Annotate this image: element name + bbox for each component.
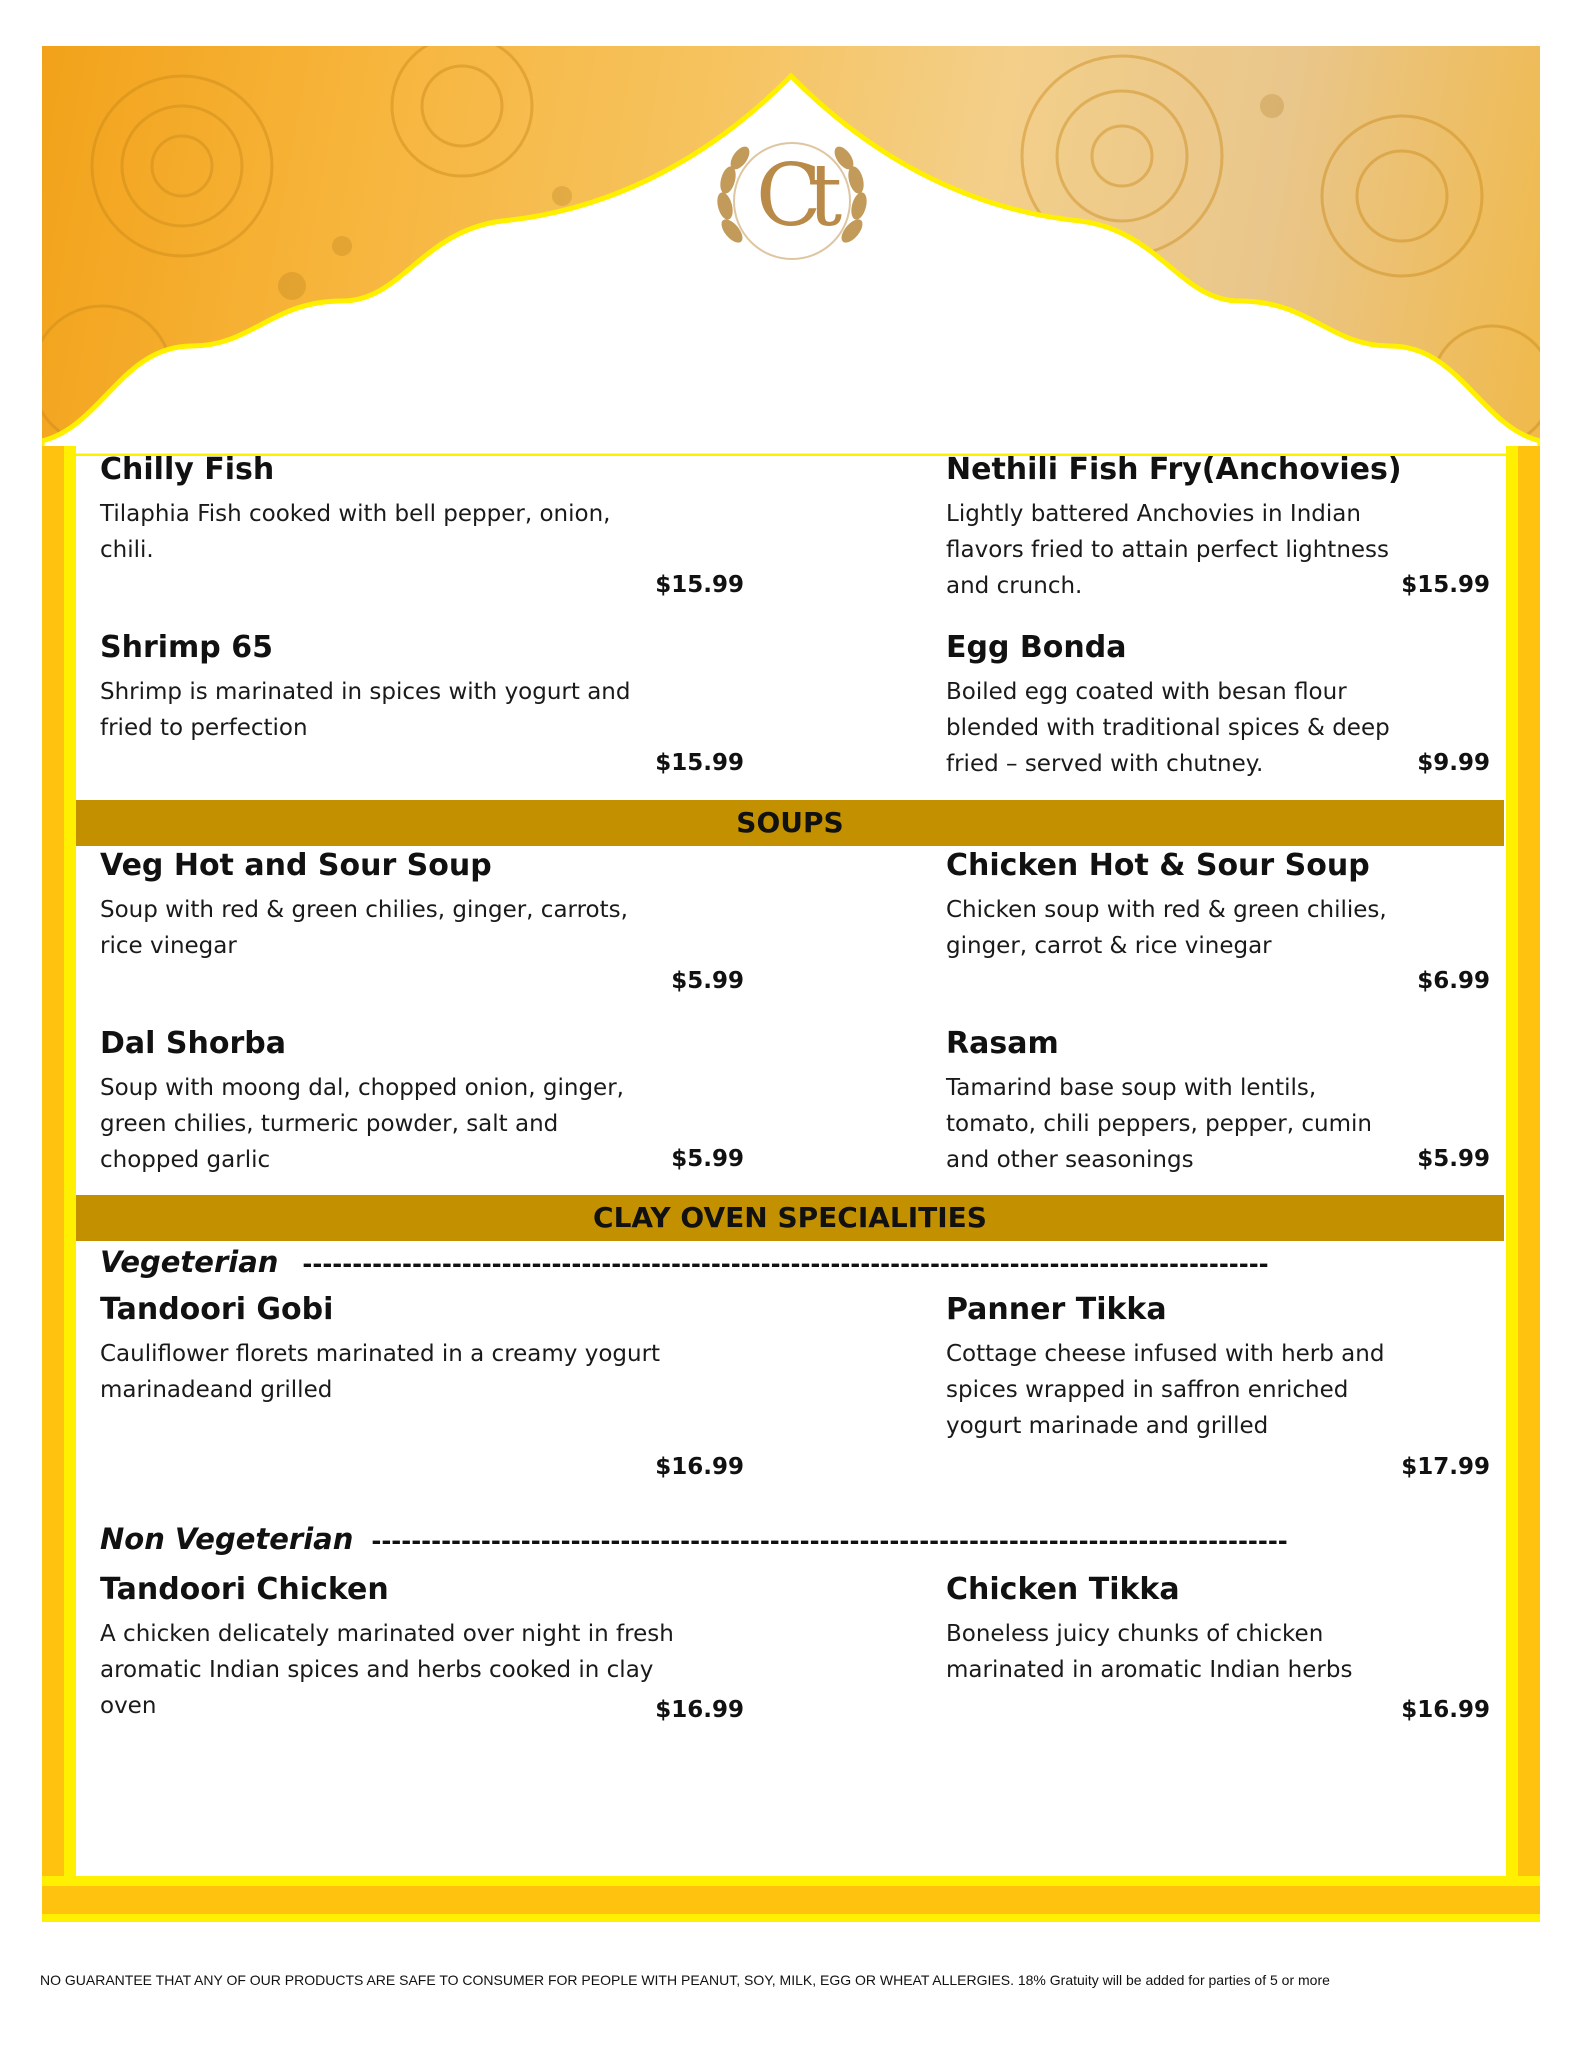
item-name: Chicken Tikka	[946, 1572, 1180, 1607]
item-description: Boiled egg coated with besan flour blended with traditional spices & deep fried – served with chutney.	[946, 679, 1390, 777]
item-description: Chicken soup with red & green chilies, ginger, carrot & rice vinegar	[946, 897, 1387, 959]
item-price: $6.99	[1417, 968, 1490, 994]
section-header-clay-oven: CLAY OVEN SPECIALITIES	[76, 1195, 1504, 1241]
item-description: Cauliflower florets marinated in a creamy yogurt marinadeand grilled	[100, 1341, 661, 1403]
left-border-inner	[64, 446, 76, 1922]
item-name: Tandoori Chicken	[100, 1572, 389, 1607]
item-price: $17.99	[1401, 1454, 1490, 1480]
item-price: $16.99	[655, 1697, 744, 1723]
item-name: Panner Tikka	[946, 1292, 1167, 1327]
item-name: Egg Bonda	[946, 630, 1127, 665]
banner-ornament	[42, 46, 1540, 456]
item-description: Tamarind base soup with lentils, tomato, chili peppers, pepper, cumin and other seasonings	[946, 1075, 1372, 1173]
allergy-disclaimer: NO GUARANTEE THAT ANY OF OUR PRODUCTS ARE SAFE TO CONSUMER FOR PEOPLE WITH PEANUT, SOY, MILK, EGG OR WHEAT ALLERGIES. 18% Gratuity will be added for parties of 5 or more	[40, 1972, 1330, 1988]
item-name: Dal Shorba	[100, 1026, 286, 1061]
subheading-vegetarian: Vegeterian -------------------------------------------------------------------------------------------------	[100, 1245, 1269, 1279]
item-description: Shrimp is marinated in spices with yogurt and fried to perfection	[100, 679, 631, 741]
item-price: $15.99	[655, 750, 744, 776]
item-name: Shrimp 65	[100, 630, 273, 665]
header-banner	[42, 46, 1540, 456]
item-price: $15.99	[1401, 572, 1490, 598]
item-name: Chicken Hot & Sour Soup	[946, 848, 1370, 883]
left-border-outer	[42, 446, 64, 1922]
item-description: Lightly battered Anchovies in Indian flavors fried to attain perfect lightness and crunch.	[946, 501, 1390, 599]
item-description: Cottage cheese infused with herb and spices wrapped in saffron enriched yogurt marinade and grilled	[946, 1341, 1385, 1439]
item-price: $5.99	[1417, 1146, 1490, 1172]
bottom-border-bottom	[42, 1914, 1540, 1922]
bottom-border-top	[42, 1876, 1540, 1886]
item-name: Nethili Fish Fry(Anchovies)	[946, 452, 1402, 487]
item-price: $16.99	[655, 1454, 744, 1480]
bottom-border-middle	[42, 1886, 1540, 1914]
item-description: Soup with red & green chilies, ginger, carrots, rice vinegar	[100, 897, 628, 959]
item-price: $15.99	[655, 572, 744, 598]
subheading-non-vegetarian: Non Vegeterian --------------------------------------------------------------------------------------------	[100, 1522, 1288, 1556]
item-name: Rasam	[946, 1026, 1059, 1061]
item-price: $9.99	[1417, 750, 1490, 776]
item-name: Tandoori Gobi	[100, 1292, 334, 1327]
right-border-outer	[1518, 446, 1540, 1922]
section-header-soups: SOUPS	[76, 800, 1504, 846]
item-description: Soup with moong dal, chopped onion, ginger, green chilies, turmeric powder, salt and chopped garlic	[100, 1075, 624, 1173]
logo-monogram: Ct	[755, 146, 829, 246]
item-name: Chilly Fish	[100, 452, 275, 487]
item-price: $16.99	[1401, 1697, 1490, 1723]
item-description: Tilaphia Fish cooked with bell pepper, onion, chili.	[100, 501, 611, 563]
item-description: Boneless juicy chunks of chicken marinated in aromatic Indian herbs	[946, 1621, 1353, 1683]
item-description: A chicken delicately marinated over night in fresh aromatic Indian spices and herbs cooked in clay oven	[100, 1621, 674, 1719]
item-price: $5.99	[671, 968, 744, 994]
item-name: Veg Hot and Sour Soup	[100, 848, 492, 883]
item-price: $5.99	[671, 1146, 744, 1172]
right-border-inner	[1506, 446, 1518, 1922]
